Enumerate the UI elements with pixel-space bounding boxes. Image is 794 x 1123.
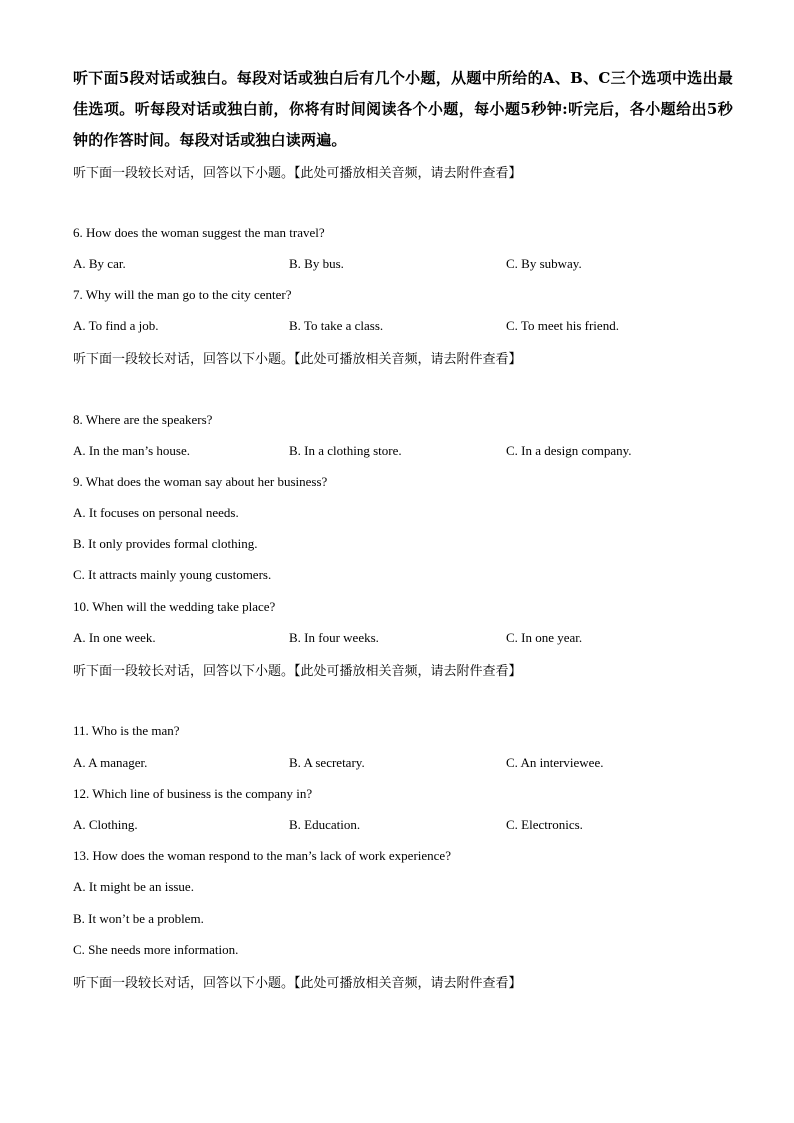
question-6: 6. How does the woman suggest the man travel? — [73, 225, 325, 240]
question-11: 11. Who is the man? — [73, 723, 180, 738]
question-12: 12. Which line of business is the company in? — [73, 786, 313, 801]
option-12c: C. Electronics. — [506, 817, 583, 832]
option-6c: C. By subway. — [506, 256, 582, 271]
question-10: 10. When will the wedding take place? — [73, 599, 276, 614]
section-instructions: 听下面5段对话或独白。每段对话或独白后有几个小题，从题中所给的A、B、C三个选项中选出最佳选项。听每段对话或独白前，你将有时间阅读各个小题，每小题5秒钟:听完后，各小题给出5秒钟的作答时间。每段对话或独白读两遍。 — [73, 69, 733, 149]
option-11a: A. A manager. — [73, 755, 148, 770]
option-8c: C. In a design company. — [506, 443, 632, 458]
question-9: 9. What does the woman say about her business? — [73, 474, 328, 489]
option-8b: B. In a clothing store. — [289, 443, 402, 458]
option-7b: B. To take a class. — [289, 318, 384, 333]
audio-notice: 听下面一段较长对话，回答以下小题。【此处可播放相关音频，请去附件查看】 — [73, 664, 522, 679]
option-7c: C. To meet his friend. — [506, 318, 619, 333]
option-11c: C. An interviewee. — [506, 755, 604, 770]
audio-notice: 听下面一段较长对话，回答以下小题。【此处可播放相关音频，请去附件查看】 — [73, 166, 522, 181]
option-11b: B. A secretary. — [289, 755, 365, 770]
option-10c: C. In one year. — [506, 630, 583, 645]
option-12a: A. Clothing. — [73, 817, 138, 832]
option-6a: A. By car. — [73, 256, 126, 271]
option-6b: B. By bus. — [289, 256, 344, 271]
option-10a: A. In one week. — [73, 630, 156, 645]
audio-notice: 听下面一段较长对话，回答以下小题。【此处可播放相关音频，请去附件查看】 — [73, 976, 522, 991]
option-9a: A. It focuses on personal needs. — [73, 505, 239, 520]
option-13b: B. It won’t be a problem. — [73, 911, 204, 926]
audio-notice: 听下面一段较长对话，回答以下小题。【此处可播放相关音频，请去附件查看】 — [73, 352, 522, 367]
question-13: 13. How does the woman respond to the man’s lack of work experience? — [73, 848, 451, 863]
question-7: 7. Why will the man go to the city center? — [73, 287, 292, 302]
option-13c: C. She needs more information. — [73, 942, 239, 957]
option-12b: B. Education. — [289, 817, 361, 832]
question-8: 8. Where are the speakers? — [73, 412, 213, 427]
option-10b: B. In four weeks. — [289, 630, 379, 645]
option-8a: A. In the man’s house. — [73, 443, 190, 458]
option-9b: B. It only provides formal clothing. — [73, 536, 258, 551]
option-13a: A. It might be an issue. — [73, 879, 194, 894]
option-7a: A. To find a job. — [73, 318, 159, 333]
option-9c: C. It attracts mainly young customers. — [73, 567, 272, 582]
